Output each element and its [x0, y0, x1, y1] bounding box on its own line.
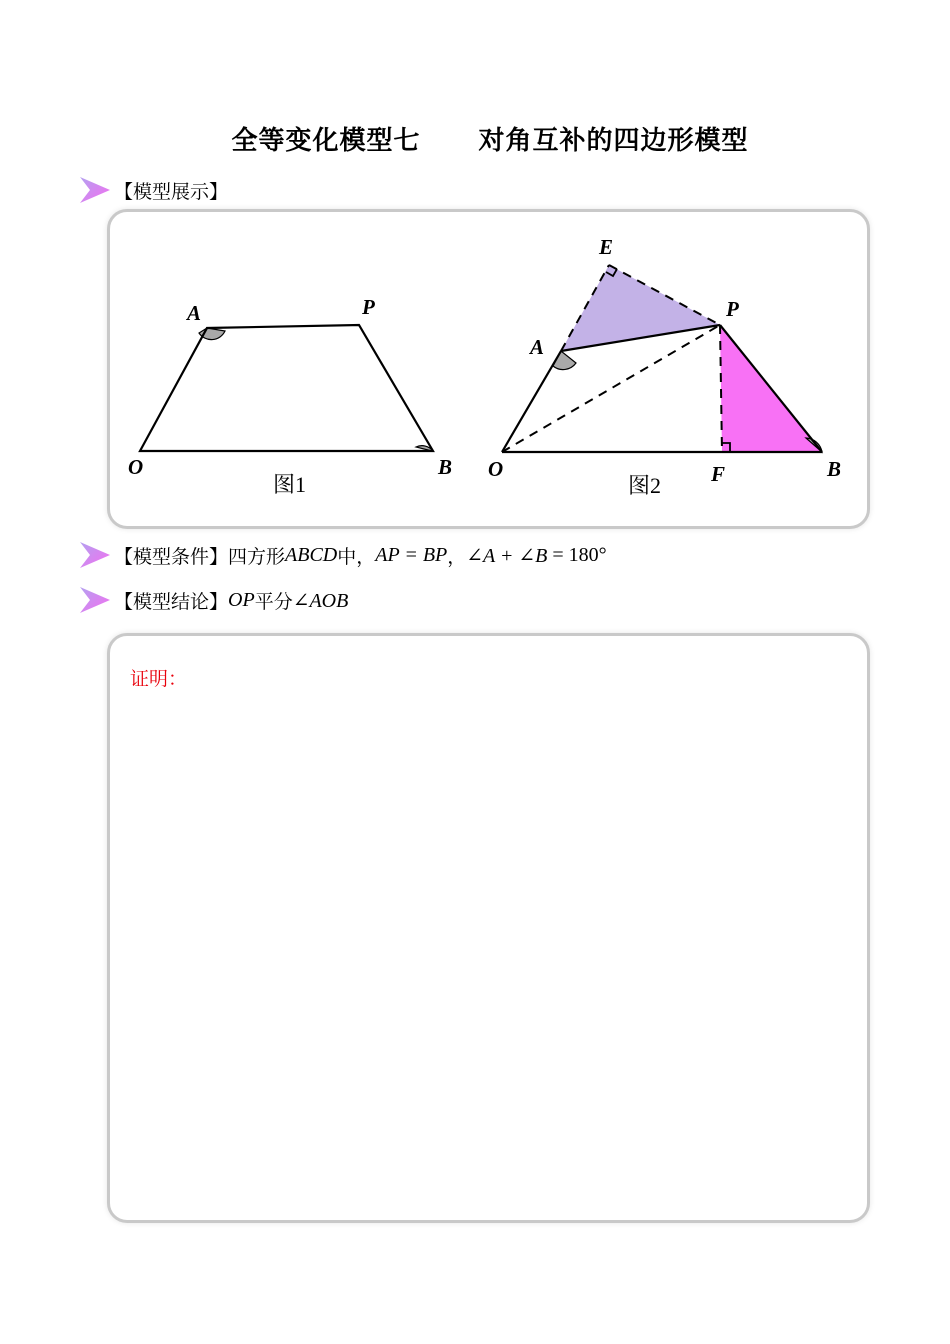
figure-box — [107, 209, 870, 529]
proof-box[interactable] — [107, 633, 870, 1223]
conclusion-angle: ∠AOB — [292, 589, 349, 612]
page-title — [0, 120, 950, 157]
figure-1 — [128, 295, 452, 497]
segment-oa — [502, 351, 561, 452]
label-b2: B — [827, 457, 842, 481]
title-right: 对角互补的四边形模型 — [478, 126, 749, 156]
label-b1: B — [438, 455, 453, 479]
display-heading: 【模型展示】 — [114, 180, 229, 203]
arrow-bullet-icon — [78, 585, 112, 615]
label-p1: P — [362, 295, 375, 319]
figure1-caption: 图1 — [273, 472, 307, 497]
title-left: 全等变化模型七 — [231, 126, 421, 156]
condition-text-b: 中， — [337, 545, 376, 568]
label-f2: F — [711, 462, 726, 486]
figures-svg — [110, 212, 867, 526]
proof-label: 证明： — [130, 668, 188, 690]
condition-angle-value: 180° — [568, 543, 607, 566]
section-conclusion — [78, 583, 348, 617]
quadrilateral-oapb — [140, 325, 433, 451]
conclusion-seg: OP — [228, 588, 255, 611]
conclusion-text: 平分 — [254, 590, 293, 613]
condition-heading: 【模型条件】 — [114, 545, 229, 568]
condition-eq1: AP = BP — [375, 543, 448, 566]
condition-angle-expr: ∠A + ∠B — [466, 544, 548, 567]
label-a2: A — [530, 335, 545, 359]
label-e2: E — [599, 235, 614, 259]
label-o1: O — [128, 455, 144, 479]
arrow-bullet-icon — [78, 540, 112, 570]
label-o2: O — [488, 457, 504, 481]
figure-2 — [488, 235, 841, 498]
condition-sep: ， — [447, 545, 467, 568]
section-display — [78, 173, 228, 207]
label-a1: A — [187, 301, 202, 325]
condition-text-a: 四方形 — [228, 545, 286, 568]
condition-quad: ABCD — [285, 543, 338, 566]
section-condition — [78, 538, 607, 572]
conclusion-heading: 【模型结论】 — [114, 590, 229, 613]
arrow-bullet-icon — [78, 175, 112, 205]
condition-eq-sign: = — [547, 543, 569, 566]
figure2-caption: 图2 — [628, 473, 662, 498]
label-p2: P — [726, 297, 739, 321]
